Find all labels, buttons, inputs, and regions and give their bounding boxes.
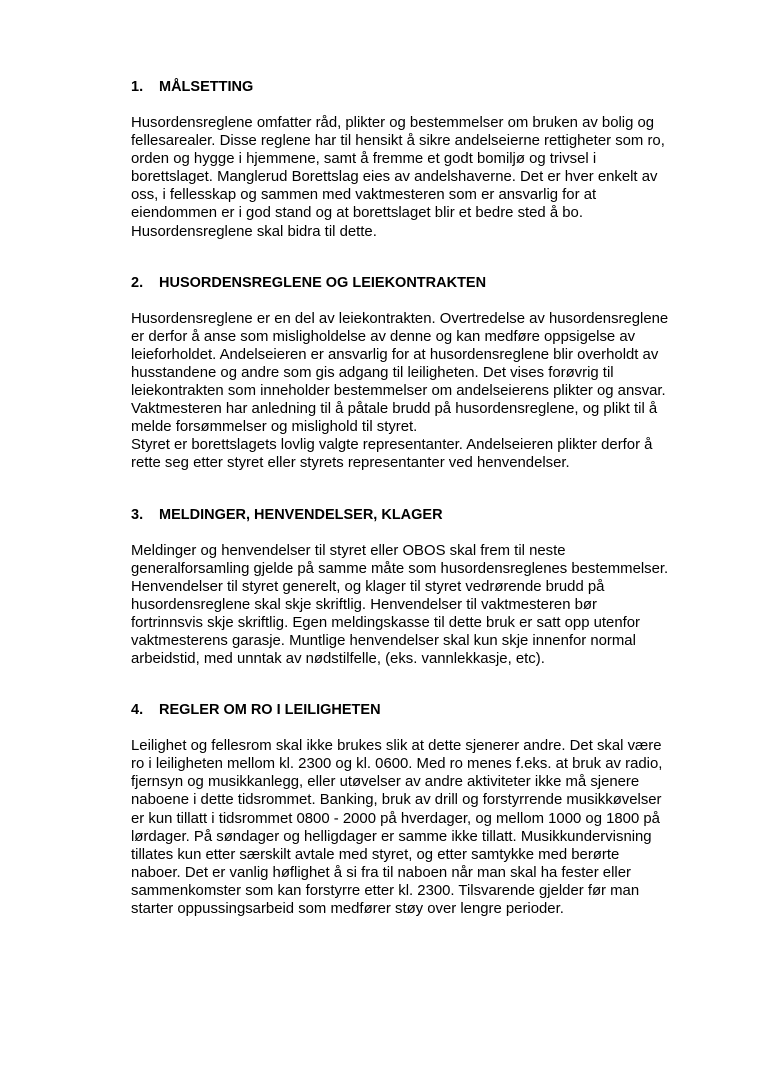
section-number: 2.: [131, 274, 144, 291]
section-heading: [131, 274, 671, 292]
section-meldinger-henvendelser-klager: [131, 506, 671, 669]
section-heading: [131, 78, 671, 96]
section-regler-om-ro: [131, 701, 671, 918]
section-number: 4.: [131, 702, 144, 719]
section-heading: [131, 506, 671, 524]
section-title: MELDINGER, HENVENDELSER, KLAGER: [159, 506, 443, 523]
section-husordensreglene-og-leiekontrakten: [131, 274, 671, 473]
section-paragraph: Husordensreglene omfatter råd, plikter og bestemmelser om bruken av bolig og fellesarealer. Disse reglene har til hensikt å sikre andelseierne rettigheter som ro, orden og hygge i hjemmene, samt å fremme et godt bomiljø og trivsel i borettslaget. Manglerud Borettslag eies av andelshaverne. Det er hver enkelt av oss, i fellesskap og sammen med vaktmesteren som er ansvarlig for at eiendommen er i god stand og at borettslaget blir et bedre sted å bo. Husordensreglene skal bidra til dette.: [131, 115, 665, 240]
section-paragraph: Styret er borettslagets lovlig valgte representanter. Andelseieren plikter derfor å rette seg etter styret eller styrets representanter ved henvendelser.: [131, 437, 653, 472]
section-malsetting: [131, 78, 671, 241]
section-title: MÅLSETTING: [159, 79, 254, 95]
section-paragraph: Leilighet og fellesrom skal ikke brukes slik at dette sjenerer andre. Det skal være ro i leiligheten mellom kl. 2300 og kl. 0600. Med ro menes f.eks. at bruk av radio, fjernsyn og musikkanlegg, eller utøvelser av andre aktiviteter ikke må sjenere naboene i dette tidsrommet. Banking, bruk av drill og forstyrrende musikkøvelser er kun tillatt i tidsrommet 0800 - 2000 på hverdager, og mellom 1000 og 1800 på lørdager. På søndager og helligdager er samme ikke tillatt. Musikkundervisning tillates kun etter særskilt avtale med styret, og etter samtykke med berørte naboer. Det er vanlig høflighet å si fra til naboen når man skal ha fester eller sammenkomster som kan forstyrre etter kl. 2300. Tilsvarende gjelder før man starter oppussingsarbeid som medfører støy over lengre perioder.: [131, 738, 663, 917]
section-title: REGLER OM RO I LEILIGHETEN: [159, 702, 381, 719]
section-paragraph: Meldinger og henvendelser til styret eller OBOS skal frem til neste generalforsamling gjelde på samme måte som husordensreglenes bestemmelser. Henvendelser til styret generelt, og klager til styret vedrørende brudd på husordensreglene skal skje skriftlig. Henvendelser til vaktmesteren bør fortrinnsvis skje skriftlig. Egen meldingskasse til dette bruk er satt opp utenfor vaktmesterens garasje. Muntlige henvendelser skal kun skje innenfor normal arbeidstid, med unntak av nødstilfelle, (eks. vannlekkasje, etc).: [131, 542, 669, 668]
section-number: 3.: [131, 506, 144, 523]
section-paragraph: Husordensreglene er en del av leiekontrakten. Overtredelse av husordensreglene er derfor å anse som misligholdelse av denne og kan medføre oppsigelse av leieforholdet. Andelseieren er ansvarlig for at husordensreglene blir overholdt av husstandene og andre som gis adgang til leiligheten. Det vises forøvrig til leiekontrakten som inneholder bestemmelser om andelseierens plikter og ansvar. Vaktmesteren har anledning til å påtale brudd på husordensreglene, og plikt til å melde forsømmelser og mislighold til styret.: [131, 310, 669, 436]
document-page: [131, 78, 671, 918]
section-heading: [131, 701, 671, 719]
section-title: HUSORDENSREGLENE OG LEIEKONTRAKTEN: [159, 274, 487, 291]
section-number: 1.: [131, 79, 144, 95]
